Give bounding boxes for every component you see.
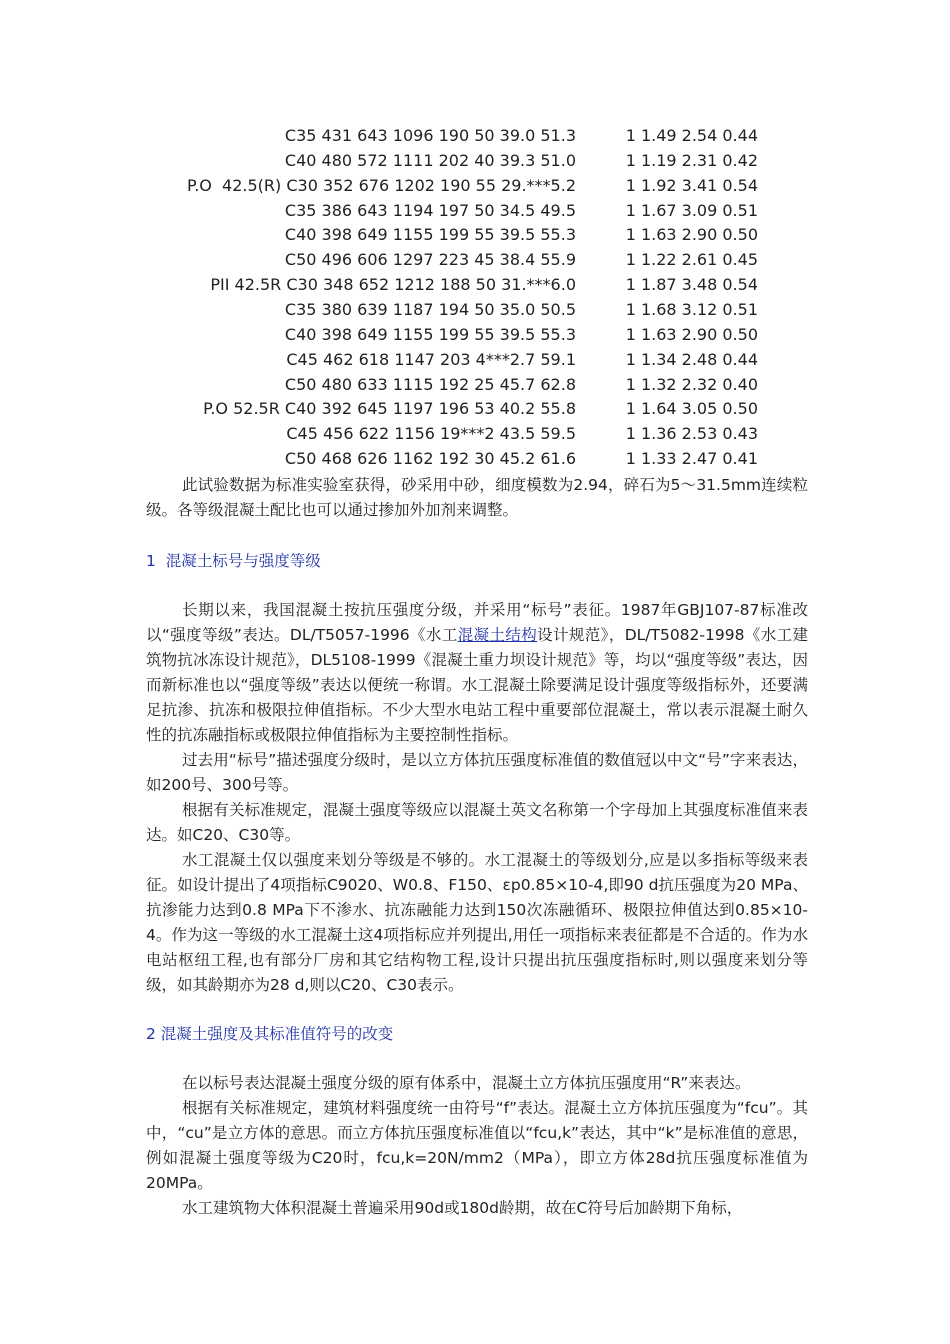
table-row-left: C40 480 572 1111 202 40 39.3 51.0 bbox=[284, 151, 576, 170]
table-row-left: C40 398 649 1155 199 55 39.5 55.3 bbox=[284, 325, 576, 344]
section1-body bbox=[146, 598, 808, 998]
table-row-right: 1 1.33 2.47 0.41 bbox=[625, 449, 758, 468]
table-row-left: C50 496 606 1297 223 45 38.4 55.9 bbox=[284, 250, 576, 269]
table-row-right: 1 1.63 2.90 0.50 bbox=[625, 225, 758, 244]
table-row-right: 1 1.34 2.48 0.44 bbox=[625, 350, 758, 369]
table-row-left: C35 386 643 1194 197 50 34.5 49.5 bbox=[284, 201, 576, 220]
section2-body bbox=[146, 1071, 808, 1221]
section1-paragraph-4: 水工混凝土仅以强度来划分等级是不够的。水工混凝土的等级划分,应是以多指标等级来表征。如设计提出了4项指标C9020、W0.8、F150、εp0.85×10-4,即90 d抗压强度为20 MPa、抗渗能力达到0.8 MPa下不渗水、抗冻融能力达到150次冻融循环、极限拉伸值达到0.85×10-4。作为这一等级的水工混凝土这4项指标应并列提出,用任一项指标来表征都是不合适的。作为水电站枢纽工程,也有部分厂房和其它结构物工程,设计只提出抗压强度指标时,则以强度来划分等级，如其龄期亦为28 d,则以C20、C30表示。 bbox=[146, 851, 808, 994]
table-row-left: C45 462 618 1147 203 4***2.7 59.1 bbox=[286, 350, 576, 369]
intro-paragraph: 此试验数据为标准实验室获得，砂采用中砂，细度模数为2.94，碎石为5～31.5mm连续粒级。各等级混凝土配比也可以通过掺加外加剂来调整。 bbox=[146, 476, 808, 519]
table-row-left: P.O 42.5(R) C30 352 676 1202 190 55 29.***5.2 bbox=[187, 176, 576, 195]
table-row-right: 1 1.64 3.05 0.50 bbox=[625, 399, 758, 418]
table-row-left: PII 42.5R C30 348 652 1212 188 50 31.***6.0 bbox=[210, 275, 576, 294]
table-row-right: 1 1.32 2.32 0.40 bbox=[625, 375, 758, 394]
section2-heading: 2 混凝土强度及其标准值符号的改变 bbox=[146, 1025, 394, 1043]
intro-block bbox=[146, 473, 808, 523]
table-row-left: C35 431 643 1096 190 50 39.0 51.3 bbox=[284, 126, 576, 145]
table-row-right: 1 1.87 3.48 0.54 bbox=[625, 275, 758, 294]
table-row-right: 1 1.36 2.53 0.43 bbox=[625, 424, 758, 443]
table-row-left: C50 468 626 1162 192 30 45.2 61.6 bbox=[284, 449, 576, 468]
table-row-left: C45 456 622 1156 19***2 43.5 59.5 bbox=[286, 424, 576, 443]
table-row-left: P.O 52.5R C40 392 645 1197 196 53 40.2 55.8 bbox=[203, 399, 576, 418]
section1-paragraph-1 bbox=[146, 598, 808, 748]
table-row-left: C50 480 633 1115 192 25 45.7 62.8 bbox=[284, 375, 576, 394]
table-row-right: 1 1.63 2.90 0.50 bbox=[625, 325, 758, 344]
section2-paragraph-3: 水工建筑物大体积混凝土普遍采用90d或180d龄期，故在C符号后加龄期下角标， bbox=[182, 1199, 743, 1217]
section1-paragraph-3: 根据有关标准规定，混凝土强度等级应以混凝土英文名称第一个字母加上其强度标准值来表达。如C20、C30等。 bbox=[146, 801, 808, 844]
section2-paragraph-1: 在以标号表达混凝土强度分级的原有体系中，混凝土立方体抗压强度用“R”来表达。 bbox=[182, 1074, 751, 1092]
section1-paragraph-2: 过去用“标号”描述强度分级时，是以立方体抗压强度标准值的数值冠以中文“号”字来表达，如200号、300号等。 bbox=[146, 751, 808, 794]
table-row-right: 1 1.49 2.54 0.44 bbox=[625, 126, 758, 145]
table-row-right: 1 1.68 3.12 0.51 bbox=[625, 300, 758, 319]
table-row-right: 1 1.92 3.41 0.54 bbox=[625, 176, 758, 195]
table-row-right: 1 1.19 2.31 0.42 bbox=[625, 151, 758, 170]
table-row-left: C35 380 639 1187 194 50 35.0 50.5 bbox=[284, 300, 576, 319]
table-row-left: C40 398 649 1155 199 55 39.5 55.3 bbox=[284, 225, 576, 244]
section1-heading: 1 混凝土标号与强度等级 bbox=[146, 552, 321, 570]
section1-p1-text-b: 设计规范》，DL/T5082-1998《水工建筑物抗冰冻设计规范》，DL5108-1999《混凝土重力坝设计规范》等，均以“强度等级”表达，因而新标准也以“强度等级”表达以便统一称谓。水工混凝土除要满足设计强度等级指标外，还要满足抗渗、抗冻和极限拉伸值指标。不少大型水电站工程中重要部位混凝土，常以表示混凝土耐久性的抗冻融指标或极限拉伸值指标为主要控制性指标。 bbox=[146, 626, 808, 744]
table-row-right: 1 1.67 3.09 0.51 bbox=[625, 201, 758, 220]
table-row-right: 1 1.22 2.61 0.45 bbox=[625, 250, 758, 269]
section1-p1-text-a: 长期以来，我国混凝土按抗压强度分级，并采用“标号”表征。1987年GBJ107-87标准改以“强度等级”表达。DL/T5057-1996《水工 bbox=[146, 601, 808, 644]
section2-paragraph-2: 根据有关标准规定，建筑材料强度统一由符号“f”表达。混凝土立方体抗压强度为“fcu”。其中，“cu”是立方体的意思。而立方体抗压强度标准值以“fcu,k”表达，其中“k”是标准值的意思，例如混凝土强度等级为C20时，fcu,k=20N/mm2（MPa），即立方体28d抗压强度标准值为20MPa。 bbox=[146, 1099, 808, 1192]
concrete-structure-link[interactable]: 混凝土结构 bbox=[457, 626, 538, 644]
